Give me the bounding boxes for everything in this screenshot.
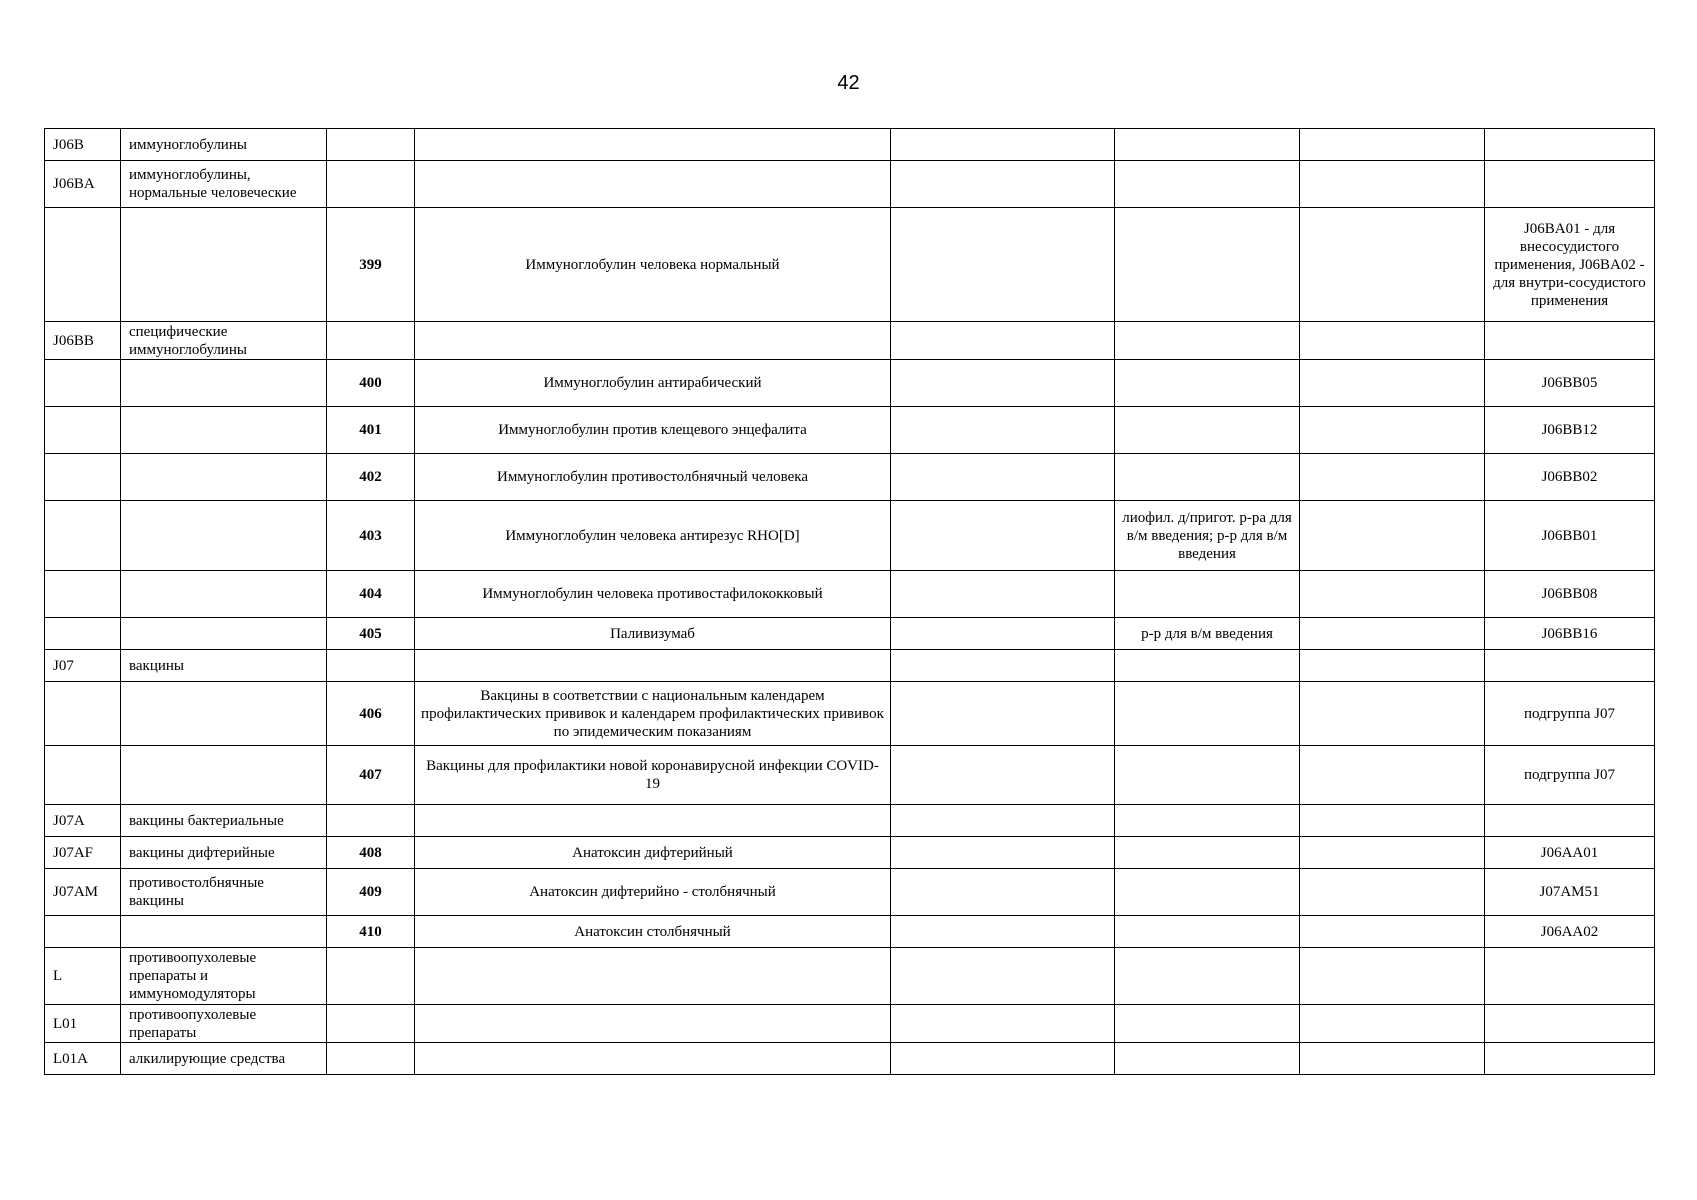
item-number-cell: 407	[327, 746, 415, 805]
table-row	[45, 360, 1655, 407]
empty-cell	[891, 1043, 1115, 1075]
atc-code-cell	[45, 208, 121, 322]
dosage-form-cell	[1115, 407, 1300, 454]
empty-cell	[1300, 746, 1485, 805]
empty-cell	[1300, 1043, 1485, 1075]
table-row	[45, 682, 1655, 746]
empty-cell	[1300, 501, 1485, 571]
group-name-cell	[121, 360, 327, 407]
group-name-cell: алкилирующие средства	[121, 1043, 327, 1075]
item-number-cell	[327, 650, 415, 682]
item-number-cell	[327, 805, 415, 837]
dosage-form-cell	[1115, 682, 1300, 746]
empty-cell	[891, 322, 1115, 360]
atc-reference-cell: J06AA02	[1485, 916, 1655, 948]
empty-cell	[891, 682, 1115, 746]
empty-cell	[891, 948, 1115, 1005]
group-name-cell	[121, 501, 327, 571]
empty-cell	[891, 916, 1115, 948]
atc-reference-cell	[1485, 129, 1655, 161]
table-row	[45, 869, 1655, 916]
drug-name-cell: Иммуноглобулин человека противостафилококковый	[415, 571, 891, 618]
atc-code-cell: J06BA	[45, 161, 121, 208]
empty-cell	[1300, 322, 1485, 360]
table-row	[45, 1005, 1655, 1043]
group-name-cell: вакцины дифтерийные	[121, 837, 327, 869]
item-number-cell	[327, 322, 415, 360]
atc-reference-cell	[1485, 805, 1655, 837]
group-name-cell	[121, 916, 327, 948]
drug-name-cell	[415, 322, 891, 360]
empty-cell	[1300, 161, 1485, 208]
dosage-form-cell	[1115, 746, 1300, 805]
table-row	[45, 208, 1655, 322]
item-number-cell	[327, 1043, 415, 1075]
atc-reference-cell: J06BB12	[1485, 407, 1655, 454]
atc-code-cell	[45, 746, 121, 805]
atc-code-cell: J07	[45, 650, 121, 682]
empty-cell	[1300, 869, 1485, 916]
atc-reference-cell: J06AA01	[1485, 837, 1655, 869]
item-number-cell: 401	[327, 407, 415, 454]
dosage-form-cell	[1115, 129, 1300, 161]
empty-cell	[891, 454, 1115, 501]
drug-name-cell: Анатоксин столбнячный	[415, 916, 891, 948]
empty-cell	[1300, 1005, 1485, 1043]
table-row	[45, 916, 1655, 948]
group-name-cell: специфические иммуноглобулины	[121, 322, 327, 360]
table-row	[45, 805, 1655, 837]
table-row	[45, 407, 1655, 454]
item-number-cell: 409	[327, 869, 415, 916]
group-name-cell: противостолбнячные вакцины	[121, 869, 327, 916]
table-row	[45, 161, 1655, 208]
drug-name-cell	[415, 161, 891, 208]
group-name-cell	[121, 618, 327, 650]
empty-cell	[891, 161, 1115, 208]
group-name-cell	[121, 454, 327, 501]
atc-reference-cell	[1485, 650, 1655, 682]
empty-cell	[891, 208, 1115, 322]
empty-cell	[891, 360, 1115, 407]
atc-code-cell: J07AM	[45, 869, 121, 916]
group-name-cell	[121, 571, 327, 618]
empty-cell	[891, 501, 1115, 571]
drug-table	[44, 128, 1655, 1075]
group-name-cell	[121, 208, 327, 322]
atc-reference-cell: J06BA01 - для внесосудистого применения, J06BA02 - для внутри-сосудистого применения	[1485, 208, 1655, 322]
dosage-form-cell: лиофил. д/пригот. р-ра для в/м введения; р-р для в/м введения	[1115, 501, 1300, 571]
atc-reference-cell	[1485, 322, 1655, 360]
drug-name-cell	[415, 650, 891, 682]
empty-cell	[1300, 948, 1485, 1005]
empty-cell	[1300, 837, 1485, 869]
atc-code-cell	[45, 682, 121, 746]
dosage-form-cell	[1115, 571, 1300, 618]
table-row	[45, 837, 1655, 869]
atc-code-cell: J06BB	[45, 322, 121, 360]
dosage-form-cell	[1115, 360, 1300, 407]
table-row	[45, 948, 1655, 1005]
drug-name-cell: Иммуноглобулин против клещевого энцефалита	[415, 407, 891, 454]
dosage-form-cell: р-р для в/м введения	[1115, 618, 1300, 650]
empty-cell	[891, 129, 1115, 161]
atc-code-cell	[45, 454, 121, 501]
empty-cell	[891, 837, 1115, 869]
empty-cell	[891, 571, 1115, 618]
empty-cell	[891, 650, 1115, 682]
drug-name-cell: Иммуноглобулин антирабический	[415, 360, 891, 407]
group-name-cell: противоопухолевые препараты	[121, 1005, 327, 1043]
empty-cell	[1300, 129, 1485, 161]
drug-name-cell: Вакцины в соответствии с национальным календарем профилактических прививок и календарем профилактических прививок по эпидемическим показаниям	[415, 682, 891, 746]
empty-cell	[891, 618, 1115, 650]
empty-cell	[1300, 407, 1485, 454]
dosage-form-cell	[1115, 1043, 1300, 1075]
dosage-form-cell	[1115, 650, 1300, 682]
drug-name-cell: Вакцины для профилактики новой коронавирусной инфекции COVID-19	[415, 746, 891, 805]
table-row	[45, 129, 1655, 161]
empty-cell	[891, 746, 1115, 805]
empty-cell	[891, 869, 1115, 916]
table-row	[45, 746, 1655, 805]
empty-cell	[891, 407, 1115, 454]
atc-reference-cell	[1485, 1043, 1655, 1075]
group-name-cell: вакцины	[121, 650, 327, 682]
atc-code-cell: L01A	[45, 1043, 121, 1075]
table-row	[45, 650, 1655, 682]
dosage-form-cell	[1115, 837, 1300, 869]
atc-code-cell: J07AF	[45, 837, 121, 869]
item-number-cell	[327, 129, 415, 161]
item-number-cell: 402	[327, 454, 415, 501]
drug-name-cell	[415, 129, 891, 161]
group-name-cell	[121, 682, 327, 746]
group-name-cell: противоопухолевые препараты и иммуномодуляторы	[121, 948, 327, 1005]
empty-cell	[1300, 916, 1485, 948]
dosage-form-cell	[1115, 1005, 1300, 1043]
group-name-cell: иммуноглобулины, нормальные человеческие	[121, 161, 327, 208]
group-name-cell	[121, 407, 327, 454]
empty-cell	[1300, 682, 1485, 746]
atc-code-cell: L	[45, 948, 121, 1005]
atc-code-cell	[45, 407, 121, 454]
drug-name-cell	[415, 948, 891, 1005]
atc-reference-cell: подгруппа J07	[1485, 682, 1655, 746]
atc-reference-cell: J06BB16	[1485, 618, 1655, 650]
atc-reference-cell	[1485, 948, 1655, 1005]
item-number-cell: 408	[327, 837, 415, 869]
empty-cell	[1300, 208, 1485, 322]
atc-reference-cell: подгруппа J07	[1485, 746, 1655, 805]
drug-name-cell	[415, 1005, 891, 1043]
item-number-cell: 405	[327, 618, 415, 650]
dosage-form-cell	[1115, 322, 1300, 360]
dosage-form-cell	[1115, 916, 1300, 948]
empty-cell	[1300, 571, 1485, 618]
drug-name-cell	[415, 1043, 891, 1075]
item-number-cell	[327, 948, 415, 1005]
dosage-form-cell	[1115, 948, 1300, 1005]
dosage-form-cell	[1115, 869, 1300, 916]
drug-name-cell: Иммуноглобулин противостолбнячный человека	[415, 454, 891, 501]
atc-reference-cell: J06BB02	[1485, 454, 1655, 501]
item-number-cell: 400	[327, 360, 415, 407]
atc-reference-cell: J07AM51	[1485, 869, 1655, 916]
item-number-cell: 410	[327, 916, 415, 948]
group-name-cell: иммуноглобулины	[121, 129, 327, 161]
drug-name-cell: Иммуноглобулин человека нормальный	[415, 208, 891, 322]
atc-code-cell: L01	[45, 1005, 121, 1043]
drug-name-cell	[415, 805, 891, 837]
dosage-form-cell	[1115, 454, 1300, 501]
item-number-cell: 406	[327, 682, 415, 746]
atc-code-cell	[45, 501, 121, 571]
atc-code-cell: J07A	[45, 805, 121, 837]
dosage-form-cell	[1115, 208, 1300, 322]
empty-cell	[1300, 650, 1485, 682]
page-number: 42	[837, 72, 860, 94]
empty-cell	[1300, 454, 1485, 501]
table-row	[45, 322, 1655, 360]
atc-reference-cell: J06BB01	[1485, 501, 1655, 571]
atc-reference-cell: J06BB08	[1485, 571, 1655, 618]
empty-cell	[1300, 360, 1485, 407]
group-name-cell	[121, 746, 327, 805]
atc-reference-cell	[1485, 1005, 1655, 1043]
item-number-cell: 399	[327, 208, 415, 322]
item-number-cell: 404	[327, 571, 415, 618]
table-row	[45, 618, 1655, 650]
item-number-cell: 403	[327, 501, 415, 571]
table-row	[45, 571, 1655, 618]
drug-name-cell: Анатоксин дифтерийный	[415, 837, 891, 869]
table-row	[45, 1043, 1655, 1075]
empty-cell	[891, 805, 1115, 837]
table-row	[45, 454, 1655, 501]
drug-name-cell: Иммуноглобулин человека антирезус RHO[D]	[415, 501, 891, 571]
atc-code-cell	[45, 360, 121, 407]
atc-code-cell	[45, 916, 121, 948]
atc-code-cell	[45, 571, 121, 618]
empty-cell	[891, 1005, 1115, 1043]
item-number-cell	[327, 1005, 415, 1043]
table-row	[45, 501, 1655, 571]
dosage-form-cell	[1115, 805, 1300, 837]
atc-code-cell: J06B	[45, 129, 121, 161]
empty-cell	[1300, 618, 1485, 650]
dosage-form-cell	[1115, 161, 1300, 208]
group-name-cell: вакцины бактериальные	[121, 805, 327, 837]
atc-reference-cell	[1485, 161, 1655, 208]
empty-cell	[1300, 805, 1485, 837]
atc-reference-cell: J06BB05	[1485, 360, 1655, 407]
drug-name-cell: Паливизумаб	[415, 618, 891, 650]
drug-name-cell: Анатоксин дифтерийно - столбнячный	[415, 869, 891, 916]
atc-code-cell	[45, 618, 121, 650]
item-number-cell	[327, 161, 415, 208]
